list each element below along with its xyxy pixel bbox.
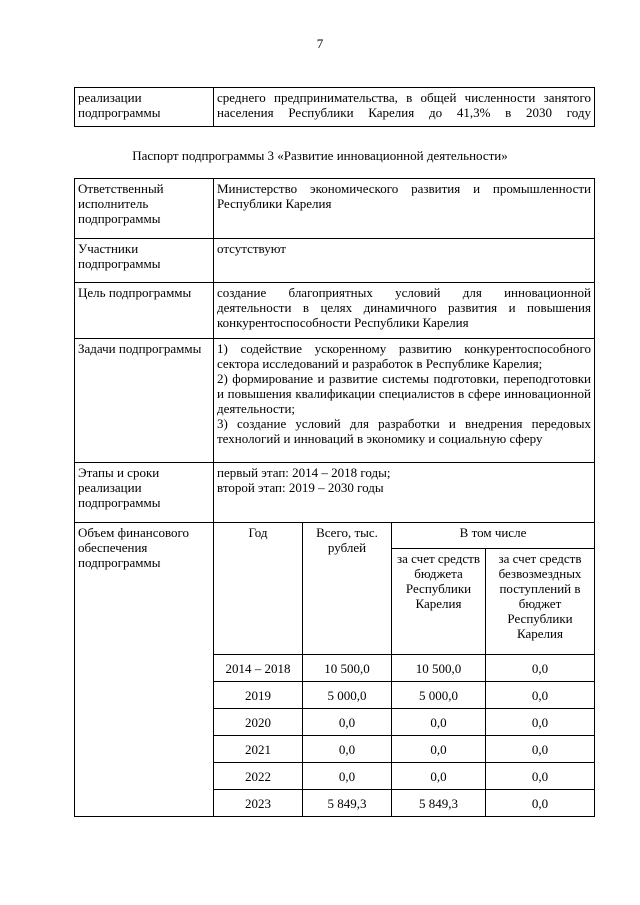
- top-value: среднего предпринимательства, в общей численности занятого населения Республики Карелия до 41,3% в 2030 году: [214, 88, 595, 127]
- row-grants: 0,0: [486, 736, 595, 763]
- page-number: 7: [316, 36, 324, 51]
- task-item: 3) создание условий для разработки и внедрения передовых технологий и инноваций в экономику и социальную сферу: [217, 416, 591, 446]
- tasks-value: [214, 339, 595, 463]
- row-total: 0,0: [303, 763, 392, 790]
- row-year: 2021: [214, 736, 303, 763]
- goal-label: Цель подпрограммы: [75, 283, 214, 339]
- passport-table: [74, 178, 595, 817]
- responsible-label: Ответственный исполнитель подпрограммы: [75, 179, 214, 239]
- col-including: В том числе: [392, 523, 595, 549]
- top-table: [74, 87, 595, 127]
- stage-second: второй этап: 2019 – 2030 годы: [217, 480, 384, 495]
- row-year: 2020: [214, 709, 303, 736]
- goal-value: создание благоприятных условий для инновационной деятельности в целях динамичного развития и повышения конкурентоспособности Республики Карелия: [214, 283, 595, 339]
- row-total: 5 849,3: [303, 790, 392, 817]
- finance-label: Объем финансового обеспечения подпрограммы: [75, 523, 214, 817]
- responsible-value: Министерство экономического развития и промышленности Республики Карелия: [214, 179, 595, 239]
- stages-value: [214, 463, 595, 523]
- row-total: 0,0: [303, 709, 392, 736]
- top-label: реализации подпрограммы: [75, 88, 214, 127]
- row-year: 2022: [214, 763, 303, 790]
- col-budget: за счет средств бюджета Республики Карелия: [392, 549, 486, 655]
- col-total: Всего, тыс. рублей: [303, 523, 392, 655]
- participants-value: отсутствуют: [214, 239, 595, 283]
- col-grants: за счет средств безвозмездных поступлений в бюджет Республики Карелия: [486, 549, 595, 655]
- task-item: 2) формирование и развитие системы подготовки, переподготовки и повышения квалификации специалистов в сфере инновационной деятельности;: [217, 371, 591, 416]
- row-budget: 5 849,3: [392, 790, 486, 817]
- stage-first: первый этап: 2014 – 2018 годы;: [217, 465, 391, 480]
- row-budget: 0,0: [392, 709, 486, 736]
- row-grants: 0,0: [486, 763, 595, 790]
- row-year: 2014 – 2018: [214, 655, 303, 682]
- row-total: 0,0: [303, 736, 392, 763]
- section-title: Паспорт подпрограммы 3 «Развитие инновационной деятельности»: [132, 148, 508, 163]
- task-item: 1) содействие ускоренному развитию конкурентоспособного сектора исследований и разработок в Республике Карелия;: [217, 341, 591, 371]
- row-budget: 10 500,0: [392, 655, 486, 682]
- row-budget: 0,0: [392, 763, 486, 790]
- row-year: 2023: [214, 790, 303, 817]
- row-total: 10 500,0: [303, 655, 392, 682]
- col-year: Год: [214, 523, 303, 655]
- row-total: 5 000,0: [303, 682, 392, 709]
- row-grants: 0,0: [486, 655, 595, 682]
- tasks-label: Задачи подпрограммы: [75, 339, 214, 463]
- row-year: 2019: [214, 682, 303, 709]
- stages-label: Этапы и сроки реализации подпрограммы: [75, 463, 214, 523]
- row-grants: 0,0: [486, 709, 595, 736]
- row-grants: 0,0: [486, 682, 595, 709]
- row-grants: 0,0: [486, 790, 595, 817]
- participants-label: Участники подпрограммы: [75, 239, 214, 283]
- row-budget: 5 000,0: [392, 682, 486, 709]
- row-budget: 0,0: [392, 736, 486, 763]
